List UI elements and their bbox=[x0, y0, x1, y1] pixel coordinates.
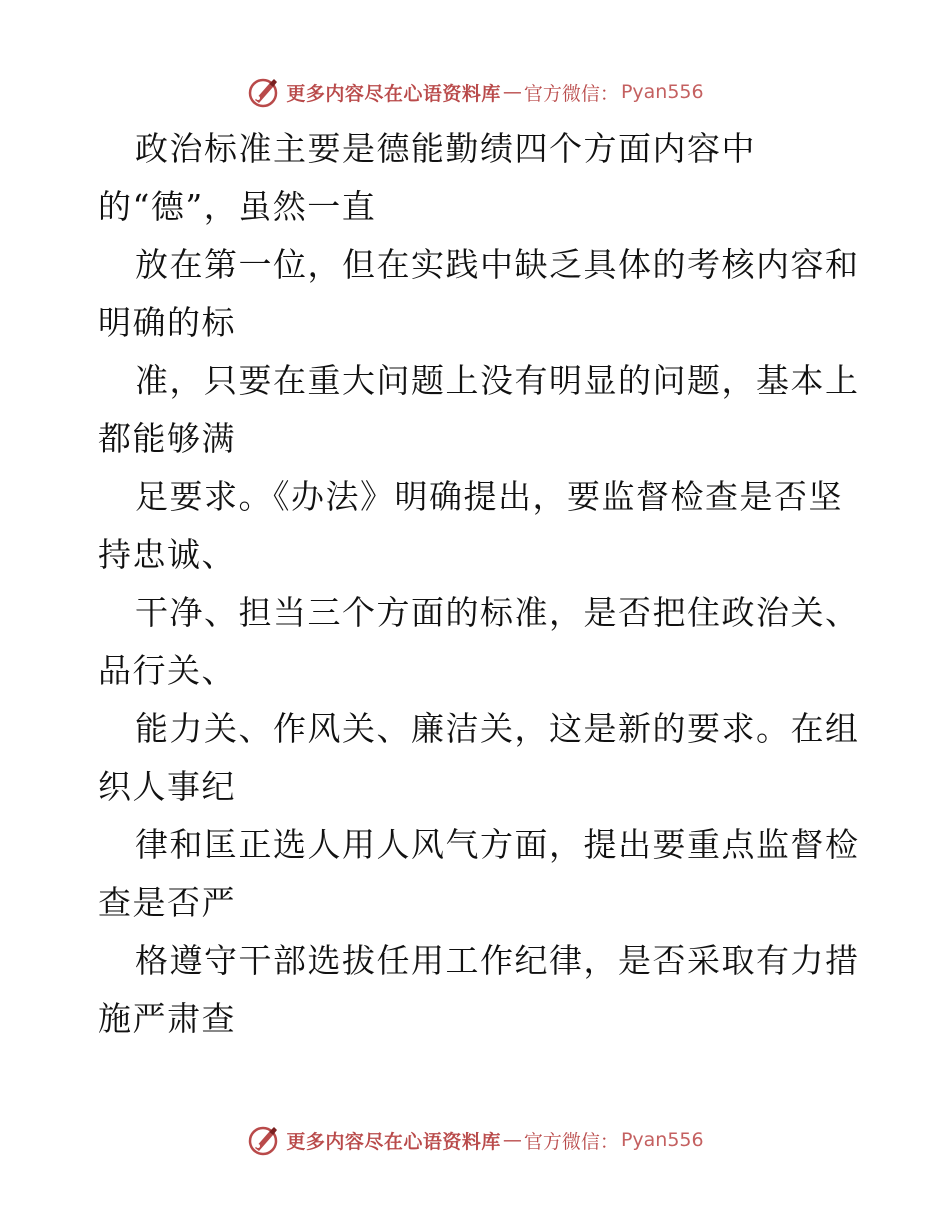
footer-brand-text: 更多内容尽在心语资料库 bbox=[286, 1130, 501, 1153]
text-line: 干净、担当三个方面的标准，是否把住政治关、 bbox=[135, 593, 860, 632]
header-dash: — bbox=[502, 81, 522, 103]
text-line: 准，只要在重大问题上没有明显的问题，基本上 bbox=[135, 361, 860, 400]
header-official-label: 官方微信： bbox=[523, 82, 619, 105]
text-line: 政治标准主要是德能勤绩四个方面内容中 bbox=[135, 129, 756, 168]
text-line: 律和匡正选人用人风气方面，提出要重点监督检 bbox=[135, 825, 860, 864]
text-line: 查是否严 bbox=[98, 883, 236, 922]
text-line: 明确的标 bbox=[98, 303, 236, 342]
pen-logo-icon bbox=[246, 75, 280, 109]
pen-logo-icon bbox=[246, 1123, 280, 1157]
header-wechat-id: Pyan556 bbox=[620, 81, 704, 103]
header-brand-text: 更多内容尽在心语资料库 bbox=[286, 82, 501, 105]
text-line: 织人事纪 bbox=[98, 767, 236, 806]
footer-banner bbox=[0, 1120, 950, 1160]
document-body bbox=[98, 120, 858, 1048]
text-line: 能力关、作风关、廉洁关，这是新的要求。在组 bbox=[135, 709, 860, 748]
text-line: 品行关、 bbox=[98, 651, 236, 690]
text-line: 放在第一位，但在实践中缺乏具体的考核内容和 bbox=[135, 245, 860, 284]
header-banner bbox=[0, 72, 950, 112]
text-line: 持忠诚、 bbox=[98, 535, 236, 574]
footer-wechat-id: Pyan556 bbox=[620, 1129, 704, 1151]
footer-dash: — bbox=[502, 1129, 522, 1151]
footer-official-label: 官方微信： bbox=[523, 1130, 619, 1153]
text-line: 都能够满 bbox=[98, 419, 236, 458]
text-line: 格遵守干部选拔任用工作纪律，是否采取有力措 bbox=[135, 941, 860, 980]
text-line: 足要求。《办法》明确提出，要监督检查是否坚 bbox=[135, 477, 843, 516]
text-line: 的“德”，虽然一直 bbox=[98, 187, 377, 226]
text-line: 施严肃查 bbox=[98, 999, 236, 1038]
